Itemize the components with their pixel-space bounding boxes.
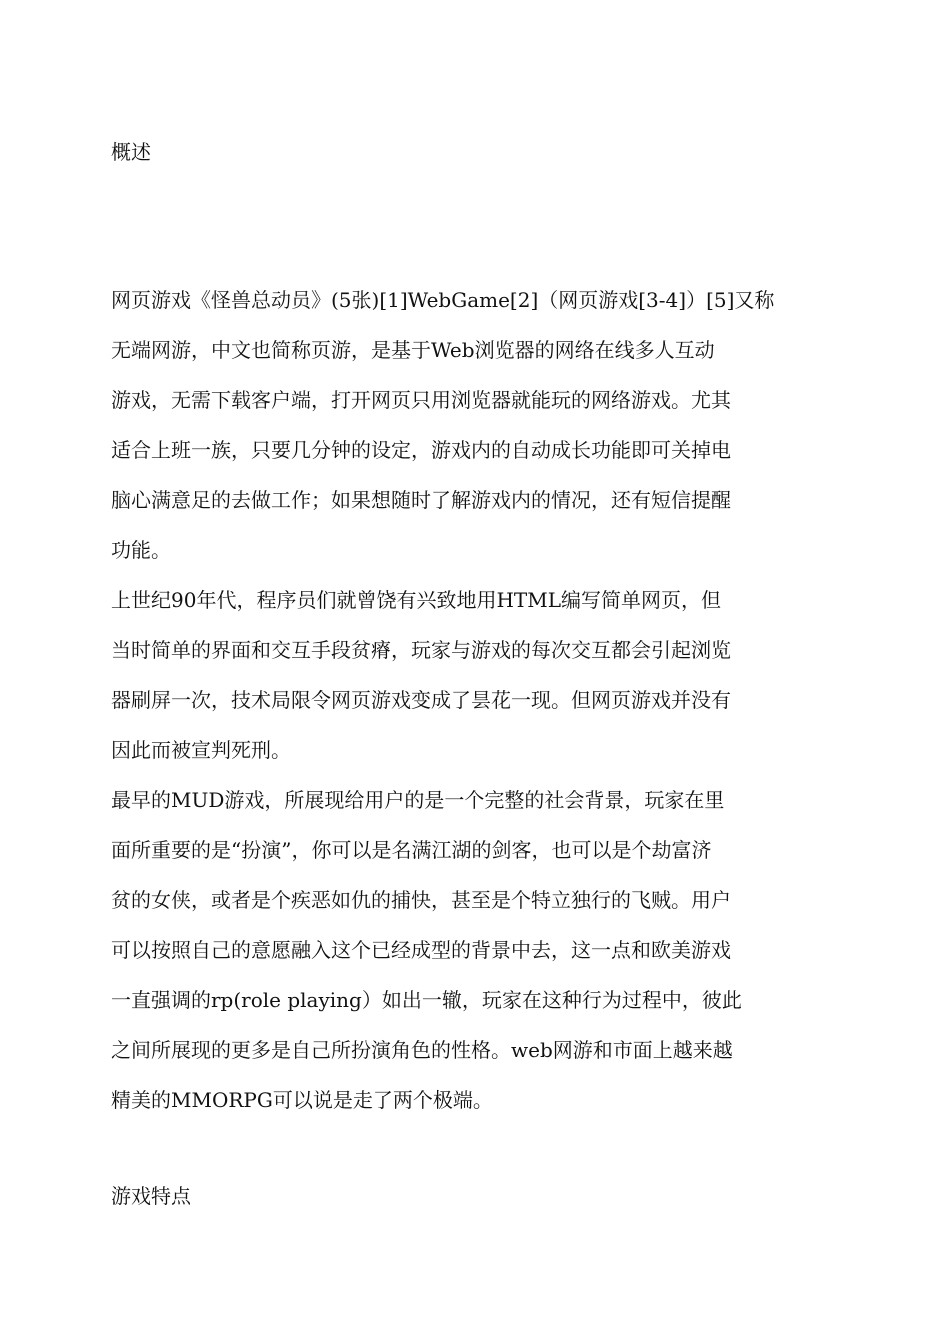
paragraph-line: 最早的MUD游戏，所展现给用户的是一个完整的社会背景，玩家在里 <box>111 788 725 812</box>
paragraph-mud <box>111 775 807 1125</box>
paragraph-line: 精美的MMORPG可以说是走了两个极端。 <box>111 1088 493 1112</box>
paragraph-line: 网页游戏《怪兽总动员》(5张)[1]WebGame[2]（网页游戏[3-4]）[5]又称 <box>111 288 775 312</box>
paragraph-line: 一直强调的rp(role playing）如出一辙，玩家在这种行为过程中，彼此 <box>111 988 742 1012</box>
paragraph-line: 当时简单的界面和交互手段贫瘠，玩家与游戏的每次交互都会引起浏览 <box>111 638 731 662</box>
paragraph-intro <box>111 275 807 575</box>
paragraph-line: 贫的女侠，或者是个疾恶如仇的捕快，甚至是个特立独行的飞贼。用户 <box>111 888 731 912</box>
paragraph-line: 无端网游，中文也简称页游，是基于Web浏览器的网络在线多人互动 <box>111 338 715 362</box>
paragraph-line: 因此而被宣判死刑。 <box>111 738 291 762</box>
paragraph-history <box>111 575 807 775</box>
paragraph-line: 游戏，无需下载客户端，打开网页只用浏览器就能玩的网络游戏。尤其 <box>111 388 731 412</box>
paragraph-line: 器刷屏一次，技术局限令网页游戏变成了昙花一现。但网页游戏并没有 <box>111 688 731 712</box>
paragraph-line: 之间所展现的更多是自己所扮演角色的性格。web网游和市面上越来越 <box>111 1038 733 1062</box>
paragraph-line: 可以按照自己的意愿融入这个已经成型的背景中去，这一点和欧美游戏 <box>111 938 731 962</box>
paragraph-line: 上世纪90年代，程序员们就曾饶有兴致地用HTML编写简单网页，但 <box>111 588 721 612</box>
paragraph-line: 适合上班一族，只要几分钟的设定，游戏内的自动成长功能即可关掉电 <box>111 438 731 462</box>
paragraph-line: 功能。 <box>111 538 171 562</box>
section-heading-overview: 概述 <box>111 140 151 164</box>
paragraph-line: 面所重要的是“扮演”，你可以是名满江湖的剑客，也可以是个劫富济 <box>111 838 712 862</box>
paragraph-line: 脑心满意足的去做工作；如果想随时了解游戏内的情况，还有短信提醒 <box>111 488 731 512</box>
section-heading-features: 游戏特点 <box>111 1184 191 1208</box>
